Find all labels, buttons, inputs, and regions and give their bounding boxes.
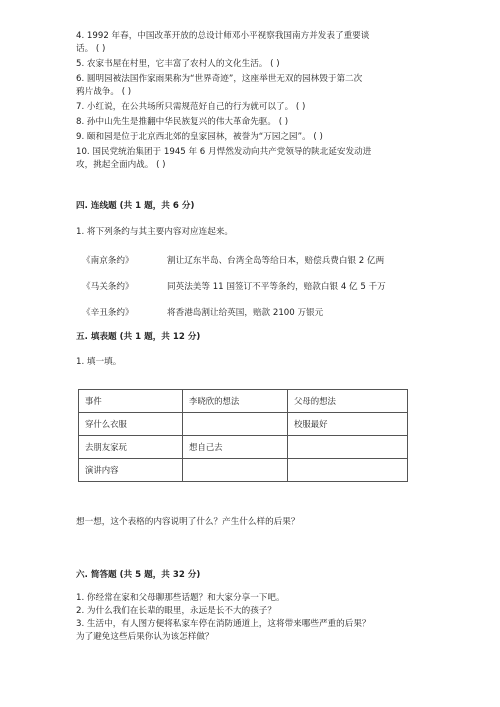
table-cell: 穿什么衣服 — [79, 413, 183, 436]
table-header-cell: 事件 — [79, 390, 183, 413]
table-cell: 校服最好 — [288, 413, 408, 436]
table-cell: 去朋友家玩 — [79, 436, 183, 459]
section-5-follow-up: 想一想，这个表格的内容说明了什么？产生什么样的后果？ — [76, 517, 300, 527]
treaty-content-3[interactable]: 将香港岛割让给英国，赔款 2100 万银元 — [167, 308, 324, 318]
table-row — [79, 459, 408, 482]
treaty-nanjing[interactable]: 《南京条约》 — [82, 256, 134, 266]
judgement-item-4-line1: 4. 1992 年春，中国改革开放的总设计师邓小平视察我国南方并发表了重要谈 — [76, 31, 370, 41]
treaty-content-2[interactable]: 同英法美等 11 国签订不平等条约，赔款白银 4 亿 5 千万 — [167, 282, 386, 292]
judgement-item-10-line2: 攻，挑起全面内战。 ( ) — [76, 160, 166, 170]
judgement-item-6-line2: 鸦片战争。 ( ) — [76, 87, 132, 97]
short-answer-3-line1: 3. 生活中，有人图方便将私家车停在消防通道上，这将带来哪些严重的后果？ — [76, 619, 371, 629]
table-cell: 演讲内容 — [79, 459, 183, 482]
judgement-item-8: 8. 孙中山先生是推翻中华民族复兴的伟大革命先驱。 ( ) — [76, 117, 289, 127]
table-cell-blank[interactable] — [183, 413, 288, 436]
section-4-title: 四. 连线题 (共 1 题，共 6 分) — [76, 201, 195, 211]
judgement-item-6-line1: 6. 圆明园被法国作家雨果称为“世界奇迹”，这座举世无双的园林毁于第二次 — [76, 74, 363, 84]
table-row — [79, 413, 408, 436]
table-cell-blank[interactable] — [288, 459, 408, 482]
section-5-question: 1. 填一填。 — [76, 357, 122, 367]
table-cell: 想自己去 — [183, 436, 288, 459]
treaty-maguan[interactable]: 《马关条约》 — [82, 282, 134, 292]
table-header-row — [79, 390, 408, 413]
section-4-question: 1. 将下列条约与其主要内容对应连起来。 — [76, 227, 234, 237]
judgement-item-5: 5. 农家书屋在村里，它丰富了农村人的文化生活。 ( ) — [76, 59, 280, 69]
fill-in-table — [78, 389, 408, 482]
judgement-item-9: 9. 颐和园是位于北京西北郊的皇家园林，被誉为“万园之园”。 ( ) — [76, 132, 323, 142]
table-cell-blank[interactable] — [288, 436, 408, 459]
judgement-item-10-line1: 10. 国民党统治集团于 1945 年 6 月悍然发动向共产党领导的陕北延安发动进 — [76, 147, 372, 157]
table-header-cell: 父母的想法 — [288, 390, 408, 413]
table-row — [79, 436, 408, 459]
table-header-cell: 李晓欣的想法 — [183, 390, 288, 413]
short-answer-2: 2. 为什么我们在长辈的眼里，永远是长不大的孩子？ — [76, 606, 276, 616]
judgement-item-4-line2: 话。 ( ) — [76, 44, 106, 54]
judgement-item-7: 7. 小红说，在公共场所只需规范好自己的行为就可以了。 ( ) — [76, 102, 306, 112]
short-answer-1: 1. 你经常在家和父母聊那些话题？和大家分享一下吧。 — [76, 593, 285, 603]
table-cell-blank[interactable] — [183, 459, 288, 482]
treaty-content-1[interactable]: 割让辽东半岛、台湾全岛等给日本，赔偿兵费白银 2 亿两 — [167, 256, 385, 266]
short-answer-3-line2: 为了避免这些后果你认为该怎样做？ — [76, 632, 214, 642]
section-6-title: 六. 简答题 (共 5 题，共 32 分) — [76, 570, 201, 580]
section-5-title: 五. 填表题 (共 1 题，共 12 分) — [76, 332, 201, 342]
treaty-xinchou[interactable]: 《辛丑条约》 — [82, 308, 134, 318]
